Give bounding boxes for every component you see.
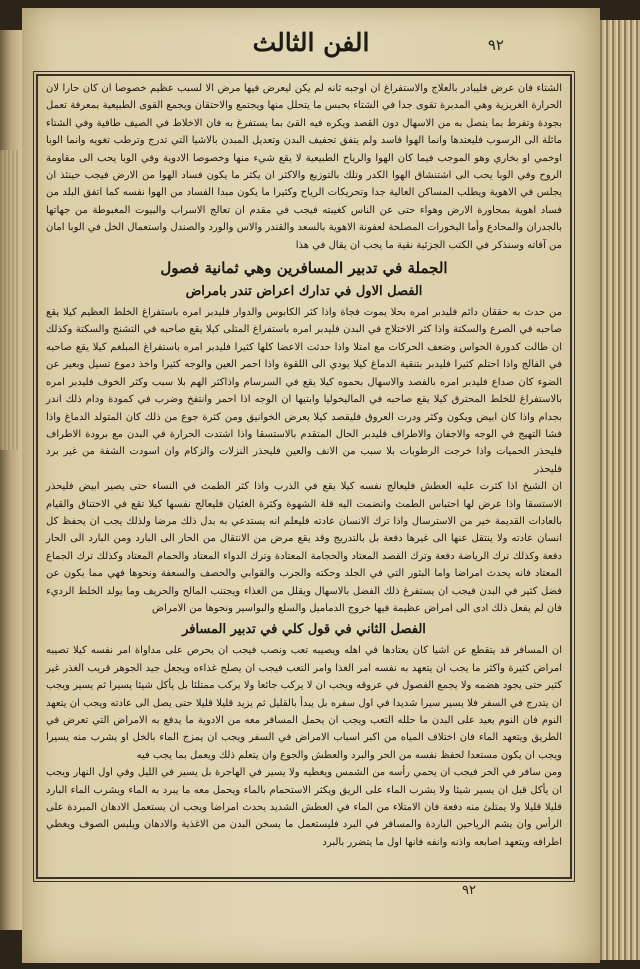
text-block <box>36 74 572 879</box>
chapter-2-heading: الفصل الثاني في قول كلي في تدبير المسافر <box>182 622 426 638</box>
running-title: الفن الثالث <box>252 28 370 57</box>
chapter-1-heading: الفصل الاول في تدارك اعراض تندر بامراض <box>185 284 423 300</box>
section-heading: الجملة في تدبير المسافرين وهي ثمانية فصول <box>160 259 448 278</box>
paragraph-1: الشتاء فان عرض فليبادر بالعلاج والاستفراغ ان اوجبه ثانه لم يكن ليعرض فيها مرض الا لسبب عظيم خصوصا ان كان حارا لان الحرارة الغريزية وهي المدبرة تقوى جدا في الشتاء بحبس ما يتحلل منها ويجتمع والاحتقان ويجمع القوى الطبيعية بمعرفة تعمل بجودة وتفرط بما يتصل به من الاسهال دون القصد ويكره فيه القئ بما يستفرغ به فان الاخلاط في الصيف طافية وفي الشتاء مائلة الى الرسوب فليعتدها وانما الهوا فاسد ولم يتفق تجفيف البدن وتعديل المبدن بالاشيا التي تدرج وترطب تغويه وانما الوبا اوخمي او بخاري وهو الموجب فيما كان الهوا والرياح الطبيعية لا يقع شيء منها وخصوصا الادوية وفي الوبا يحب الى مقاومة الروح وفي الوبا يحب الى اشتنشاق الهوا الكدر وتلك بالتوزيع والاكثر ان يكثر ما يكون فساد الهوا من الارض فيجب حينئذ ان يجلس في الاهوية ويطلب المساكن العالية جدا وتحريكات الرياح وكثيرا ما يكون مبدا الفساد من الهوا نفسه كما اتفق البلد من فساد اهوية بمجاورة الارض وهواء حتى عن الناس كغيبته فيجب في مقدم ان تعالج الاسراب والبيوت المغبوطة من جهاتها بالجدران والمحادع وأما البخورات المصلحة لعفونة الاهوية بالسعد والقندر والاس والورد والصندل واستعمال الخل في الوبا امان من آفاته وسنذكر في الكتب الجزئية نقية ما يجب ان يقال في هذا <box>46 83 562 251</box>
paragraph-2: من حدث به حققان دائم فليدبر امره بحلا يموت فجاة واذا كثر الكابوس والدوار فليدبر امره باستفراغ الخلط العظيم كيلا يقع صاحبه في الصرع والسكتة واذا كثر الاختلاج في البدن فليدبر امره باستفراغ المتلى كيلا يقع صاحبه في التشنج والسكتة وكذلك ان طالت كدورة الحواس وضعف الحركات مع امتلا واذا حدثت الاعضا كلها كثيرا فليدبر امره باستفراغ المبلغم كيلا يقع صاحبه في الفالج واذا احتلم كثيرا فليدبر بتنقية الدماغ كيلا يودي الى اللقوة واذا احمر العين والوجه كثيرا واخذ دموع تسيل وبعير عن الضوء كان صداع فليدبر امره بالفصد والاسهال بحموه كيلا يقع في السرسام واذاكثر الهم بلا سبب وكثر الخوف فليدبر امره بالاستفراغ للخلط المحترق كيلا يقع صاحبه في الماليخوليا وابتيها ان الوجه اذا احمر وانتفخ وضرب في كمودة ودام ذلك اندر بجدام واذا كان ابيض ويكون وكثر ودرت العروق فليقصد كيلا يعرض الخوانيق ومن كثرة جوع من ذلك كان المتولد الدماغ واذا فشا التهيج في الوجه والاجفان والاطراف فليدبر الحال المتقدم بالاستسقا واذا اشتدت الحرارة في البدن مع برودة الاطراف فليحذر الحميات واذا خرجت الرطوبات بلا سبب من الانف والعين فليحذر النزلات والزكام وان اسودت الشفة من غير برد فليحذر <box>46 307 562 475</box>
paragraph-4: ان المسافر قد يتقطع عن اشيا كان يعتادها في اهله ويصيبه تعب ونصب فيجب ان يحرص على مداواة امر نفسه كيلا تصيبه امراض كثيرة واكثر ما يجب ان يتعهد به نفسه امر الغذا وامر التعب فيجب ان يصلح غذاءه ويجعل جيد الجوهر قريب الغذر غير كثير حتى يجود هضمه ولا يجمع الفصول في عروقه ويجب ان لا يركب جائعا ولا يركب ممتلئا بل يأكل شيئا يسيرا ثم يسير ويجب ان يتدرج في السفر فلا يسير سيرا شديدا في اول سفره بل يبدأ بالقليل ثم يزيد قليلا قليلا حتى يصل الى عادته ويجب ان يتعهد النوم فان النوم يعيد على البدن ما حلله التعب ويجب ان يحمل المسافر معه من الادوية ما يدفع به الامراض التي تعرض في الطريق ويتعهد الماء فان اختلاف المياه من اكبر اسباب الامراض في السفر ويجب ان يمزج الماء بالخل او يشرب منه يسيرا ويجب ان يكون مستعدا لحفظ نفسه من الحر والبرد والعطش والجوع وان يتعلم ذلك ويعمل بما يجب فيه <box>46 645 562 761</box>
paragraph-3: ان الشيخ اذا كثرت عليه العطش فليعالج نفسه كيلا يقع في الذرب واذا كثر الطمث في النساء حتى يصير ابيض فليحذر الاستسقا واذا عرض لها احتباس الطمث وانضمت اليه قلة الشهوة وكثرة الغثيان فليعالج نفسها كيلا تقع في الاختناق والقيام بالعادات القديمة خير من الاسترسال واذا ترك الانسان عادته فليعلم انه يستدعي به بدل ذلك مرضا ولذلك يجب ان يحفظ كل انسان عادته ولا ينتقل عنها الى غيرها دفعة بل بالتدريج وقد يقع مرض من الانتقال من الحار الى البارد ومن البارد الى الحار دفعة وكذلك ترك الرياضة دفعة وترك الفصد المعتاد والحجامة المعتادة وترك الدواء المعتاد والحمام المعتاد وكذلك ترك الجماع المعتاد فانه يحدث امراضا واما البثور التي في الجلد وحكته والجرب والقوابي والحصف والسعفة ونحوها فهي مما يكون عن فضل كثير في البدن فيجب ان يستفرغ ذلك الفضل بالاسهال ويقلل من الغذاء ويجتنب المالح والحريف وما يولد الخلط الرديء فان لم يفعل ذلك ادى الى امراض عظيمة فيها خروج الدماميل والسلع والبواسير ونحوها من الامراض <box>46 481 562 614</box>
header-page-number: ٩٢ <box>487 36 504 54</box>
right-page-stack <box>600 20 640 960</box>
page-header <box>52 22 570 66</box>
left-page-stack <box>0 150 18 450</box>
footer-page-number: ٩٢ <box>462 883 476 898</box>
manuscript-page <box>22 8 600 963</box>
paragraph-5: ومن سافر في الحر فيجب ان يحمي رأسه من الشمس ويغطيه ولا يسير في الهاجرة بل يسير في الليل وفي اول النهار ويجب ان يأكل قبل ان يسير شيئا ولا يشرب الماء على الريق ويكثر الاستحمام بالماء ويحمل معه ما يبرد به الماء ويشرب الماء البارد قليلا قليلا ولا يمتلئ منه دفعة فان الامتلاء من الماء في العطش الشديد يحدث امراضا ويجب ان يستعمل الادهان المبردة على الرأس وان يشم الرياحين الباردة والمسافر في البرد فليستعمل ما يسخن البدن من الاغذية والادهان ويلبس الصوف ويغطي اطرافه ويتعهد اصابعه واذنه وانفه فانها اول ما يتضرر بالبرد <box>46 767 562 848</box>
